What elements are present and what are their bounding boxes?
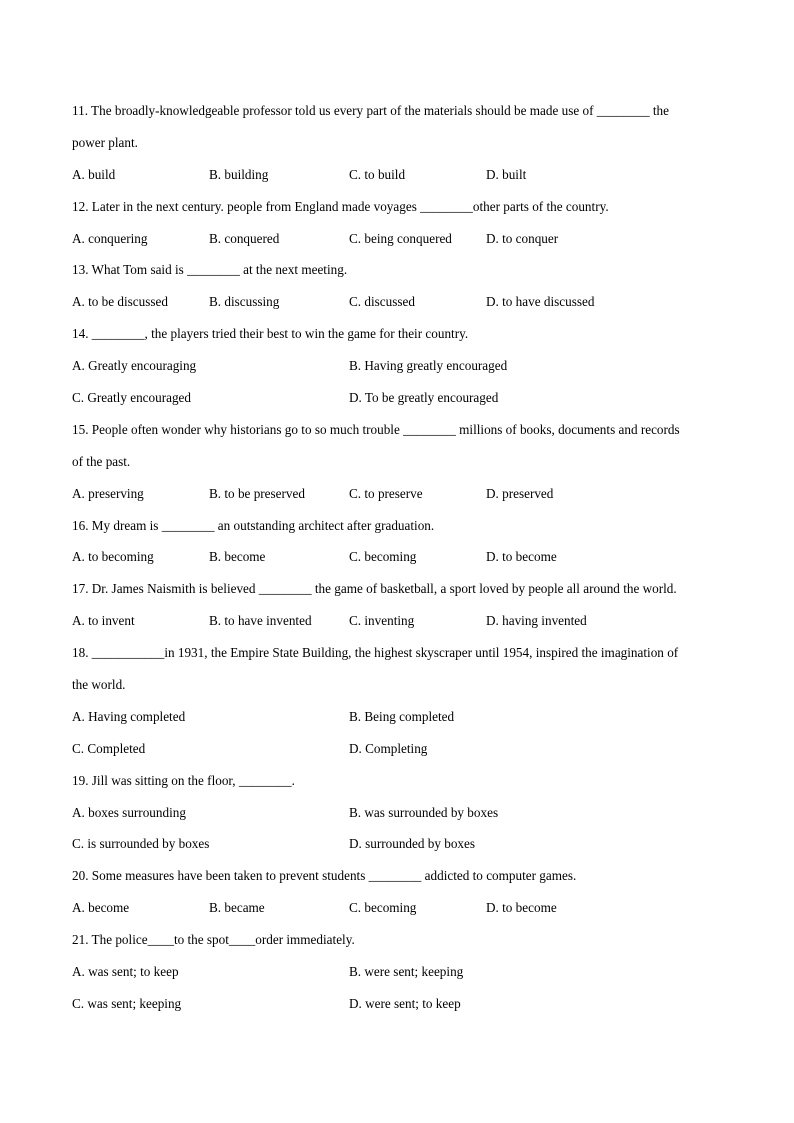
- answer-option-d[interactable]: D. were sent; to keep: [349, 995, 461, 1011]
- answer-option-c[interactable]: C. to build: [349, 166, 406, 182]
- options-row: [72, 733, 722, 765]
- answer-option-d[interactable]: D. to have discussed: [486, 294, 595, 310]
- options-row: [72, 541, 722, 573]
- answer-option-b[interactable]: B. became: [209, 900, 265, 916]
- answer-option-b[interactable]: B. to be preserved: [209, 485, 305, 501]
- question-20: [72, 860, 722, 924]
- answer-option-c[interactable]: C. inventing: [349, 613, 415, 629]
- answer-option-d[interactable]: D. having invented: [486, 613, 587, 629]
- answer-option-b[interactable]: B. become: [209, 549, 266, 565]
- answer-option-a[interactable]: A. to invent: [72, 613, 135, 629]
- question-16: [72, 510, 722, 574]
- question-stem: 19. Jill was sitting on the floor, ________.: [72, 772, 295, 788]
- answer-option-a[interactable]: A. preserving: [72, 485, 144, 501]
- answer-option-a[interactable]: A. was sent; to keep: [72, 964, 179, 980]
- answer-option-a[interactable]: A. conquering: [72, 230, 148, 246]
- answer-option-b[interactable]: B. to have invented: [209, 613, 312, 629]
- answer-option-c[interactable]: C. is surrounded by boxes: [72, 836, 210, 852]
- answer-option-a[interactable]: A. build: [72, 166, 116, 182]
- question-stem: 13. What Tom said is ________ at the next meeting.: [72, 262, 348, 278]
- answer-option-d[interactable]: D. to become: [486, 900, 557, 916]
- options-row: [72, 828, 722, 860]
- answer-option-b[interactable]: B. was surrounded by boxes: [349, 804, 499, 820]
- answer-option-d[interactable]: D. Completing: [349, 740, 428, 756]
- question-12: [72, 191, 722, 255]
- answer-option-c[interactable]: C. Completed: [72, 740, 146, 756]
- question-19: [72, 765, 722, 861]
- answer-option-b[interactable]: B. Being completed: [349, 708, 455, 724]
- options-row: [72, 478, 722, 510]
- answer-option-a[interactable]: A. boxes surrounding: [72, 804, 186, 820]
- options-row: [72, 988, 722, 1020]
- answer-option-d[interactable]: D. to conquer: [486, 230, 559, 246]
- options-row: [72, 350, 722, 382]
- options-row: [72, 701, 722, 733]
- answer-option-c[interactable]: C. was sent; keeping: [72, 995, 182, 1011]
- question-stem: power plant.: [72, 134, 138, 150]
- options-row: [72, 286, 722, 318]
- answer-option-b[interactable]: B. discussing: [209, 294, 280, 310]
- options-row: [72, 159, 722, 191]
- question-stem: 21. The police____to the spot____order immediately.: [72, 932, 355, 948]
- question-stem: of the past.: [72, 453, 131, 469]
- options-row: [72, 892, 722, 924]
- answer-option-d[interactable]: D. surrounded by boxes: [349, 836, 475, 852]
- answer-option-c[interactable]: C. becoming: [349, 549, 417, 565]
- answer-option-c[interactable]: C. to preserve: [349, 485, 423, 501]
- question-11: [72, 95, 722, 191]
- question-stem: 12. Later in the next century. people from England made voyages ________other parts of the country.: [72, 198, 609, 214]
- options-row: [72, 956, 722, 988]
- answer-option-c[interactable]: C. Greatly encouraged: [72, 390, 192, 406]
- question-17: [72, 573, 722, 637]
- question-13: [72, 254, 722, 318]
- answer-option-d[interactable]: D. To be greatly encouraged: [349, 390, 499, 406]
- options-row: [72, 382, 722, 414]
- answer-option-c[interactable]: C. becoming: [349, 900, 417, 916]
- answer-option-a[interactable]: A. to be discussed: [72, 294, 168, 310]
- answer-option-d[interactable]: D. preserved: [486, 485, 554, 501]
- answer-option-b[interactable]: B. were sent; keeping: [349, 964, 464, 980]
- answer-option-b[interactable]: B. building: [209, 166, 269, 182]
- question-15: [72, 414, 722, 510]
- question-stem: 16. My dream is ________ an outstanding architect after graduation.: [72, 517, 435, 533]
- answer-option-a[interactable]: A. to becoming: [72, 549, 154, 565]
- answer-option-b[interactable]: B. conquered: [209, 230, 280, 246]
- question-stem: 18. ___________in 1931, the Empire State Building, the highest skyscraper until 1954, inspired the imagination of: [72, 645, 679, 661]
- answer-option-a[interactable]: A. become: [72, 900, 130, 916]
- answer-option-d[interactable]: D. to become: [486, 549, 557, 565]
- worksheet-page: [72, 95, 722, 1020]
- question-stem: 20. Some measures have been taken to prevent students ________ addicted to computer games.: [72, 868, 577, 884]
- options-row: [72, 605, 722, 637]
- question-stem: the world.: [72, 677, 126, 693]
- answer-option-d[interactable]: D. built: [486, 166, 527, 182]
- question-21: [72, 924, 722, 1020]
- answer-option-a[interactable]: A. Greatly encouraging: [72, 358, 197, 374]
- question-stem: 17. Dr. James Naismith is believed ________ the game of basketball, a sport loved by people all around the world.: [72, 581, 677, 597]
- answer-option-a[interactable]: A. Having completed: [72, 708, 186, 724]
- question-18: [72, 637, 722, 765]
- answer-option-c[interactable]: C. discussed: [349, 294, 415, 310]
- options-row: [72, 223, 722, 255]
- answer-option-b[interactable]: B. Having greatly encouraged: [349, 358, 508, 374]
- options-row: [72, 797, 722, 829]
- answer-option-c[interactable]: C. being conquered: [349, 230, 452, 246]
- question-14: [72, 318, 722, 414]
- question-stem: 11. The broadly-knowledgeable professor told us every part of the materials should be made use of ________ the: [72, 103, 669, 118]
- question-stem: 15. People often wonder why historians go to so much trouble ________ millions of books, documents and records: [72, 421, 680, 437]
- question-stem: 14. ________, the players tried their best to win the game for their country.: [72, 326, 469, 342]
